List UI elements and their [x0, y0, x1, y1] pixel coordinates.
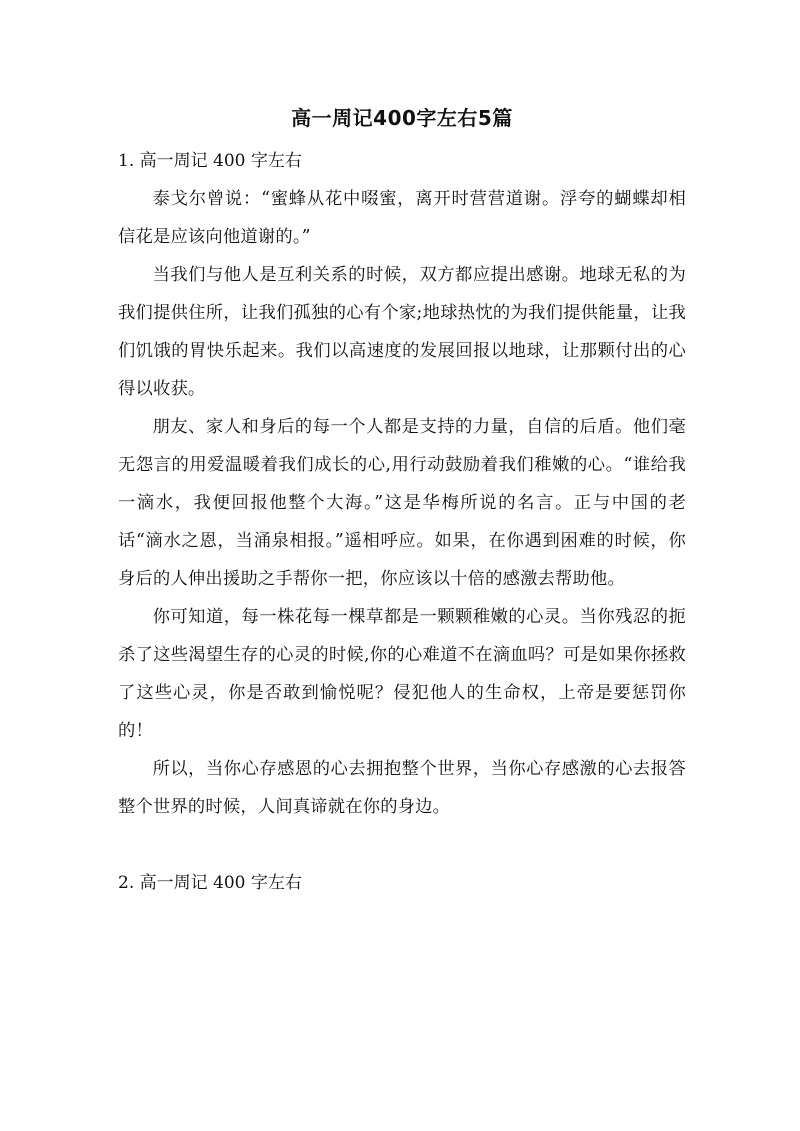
- document-title: 高一周记400字左右5篇: [291, 106, 513, 130]
- document-page: [118, 100, 686, 902]
- section-1: [118, 142, 686, 826]
- paragraph: 泰戈尔曾说：“蜜蜂从花中啜蜜，离开时营营道谢。浮夸的蝴蝶却相信花是应该向他道谢的。”: [118, 189, 686, 247]
- paragraph: 当我们与他人是互利关系的时候，双方都应提出感谢。地球无私的为我们提供住所，让我们孤独的心有个家;地球热忱的为我们提供能量，让我们饥饿的胃快乐起来。我们以高速度的发展回报以地球，让那颗付出的心得以收获。: [118, 265, 686, 399]
- paragraph: 所以，当你心存感恩的心去拥抱整个世界，当你心存感激的心去报答整个世界的时候，人间真谛就在你的身边。: [118, 759, 686, 817]
- section-heading: 1. 高一周记 400 字左右: [118, 151, 302, 171]
- paragraph: 朋友、家人和身后的每一个人都是支持的力量，自信的后盾。他们毫无怨言的用爱温暖着我们成长的心,用行动鼓励着我们稚嫩的心。“谁给我一滴水，我便回报他整个大海。”这是华梅所说的名言。正与中国的老话“滴水之恩，当涌泉相报。”遥相呼应。如果，在你遇到困难的时候，你身后的人伸出援助之手帮你一把，你应该以十倍的感激去帮助他。: [118, 417, 686, 589]
- section-2: [118, 864, 686, 902]
- paragraph: 你可知道，每一株花每一棵草都是一颗颗稚嫩的心灵。当你残忍的扼杀了这些渴望生存的心灵的时候,你的心难道不在滴血吗？可是如果你拯救了这些心灵，你是否敢到愉悦呢？侵犯他人的生命权，上帝是要惩罚你的！: [118, 607, 686, 741]
- section-heading: 2. 高一周记 400 字左右: [118, 873, 302, 893]
